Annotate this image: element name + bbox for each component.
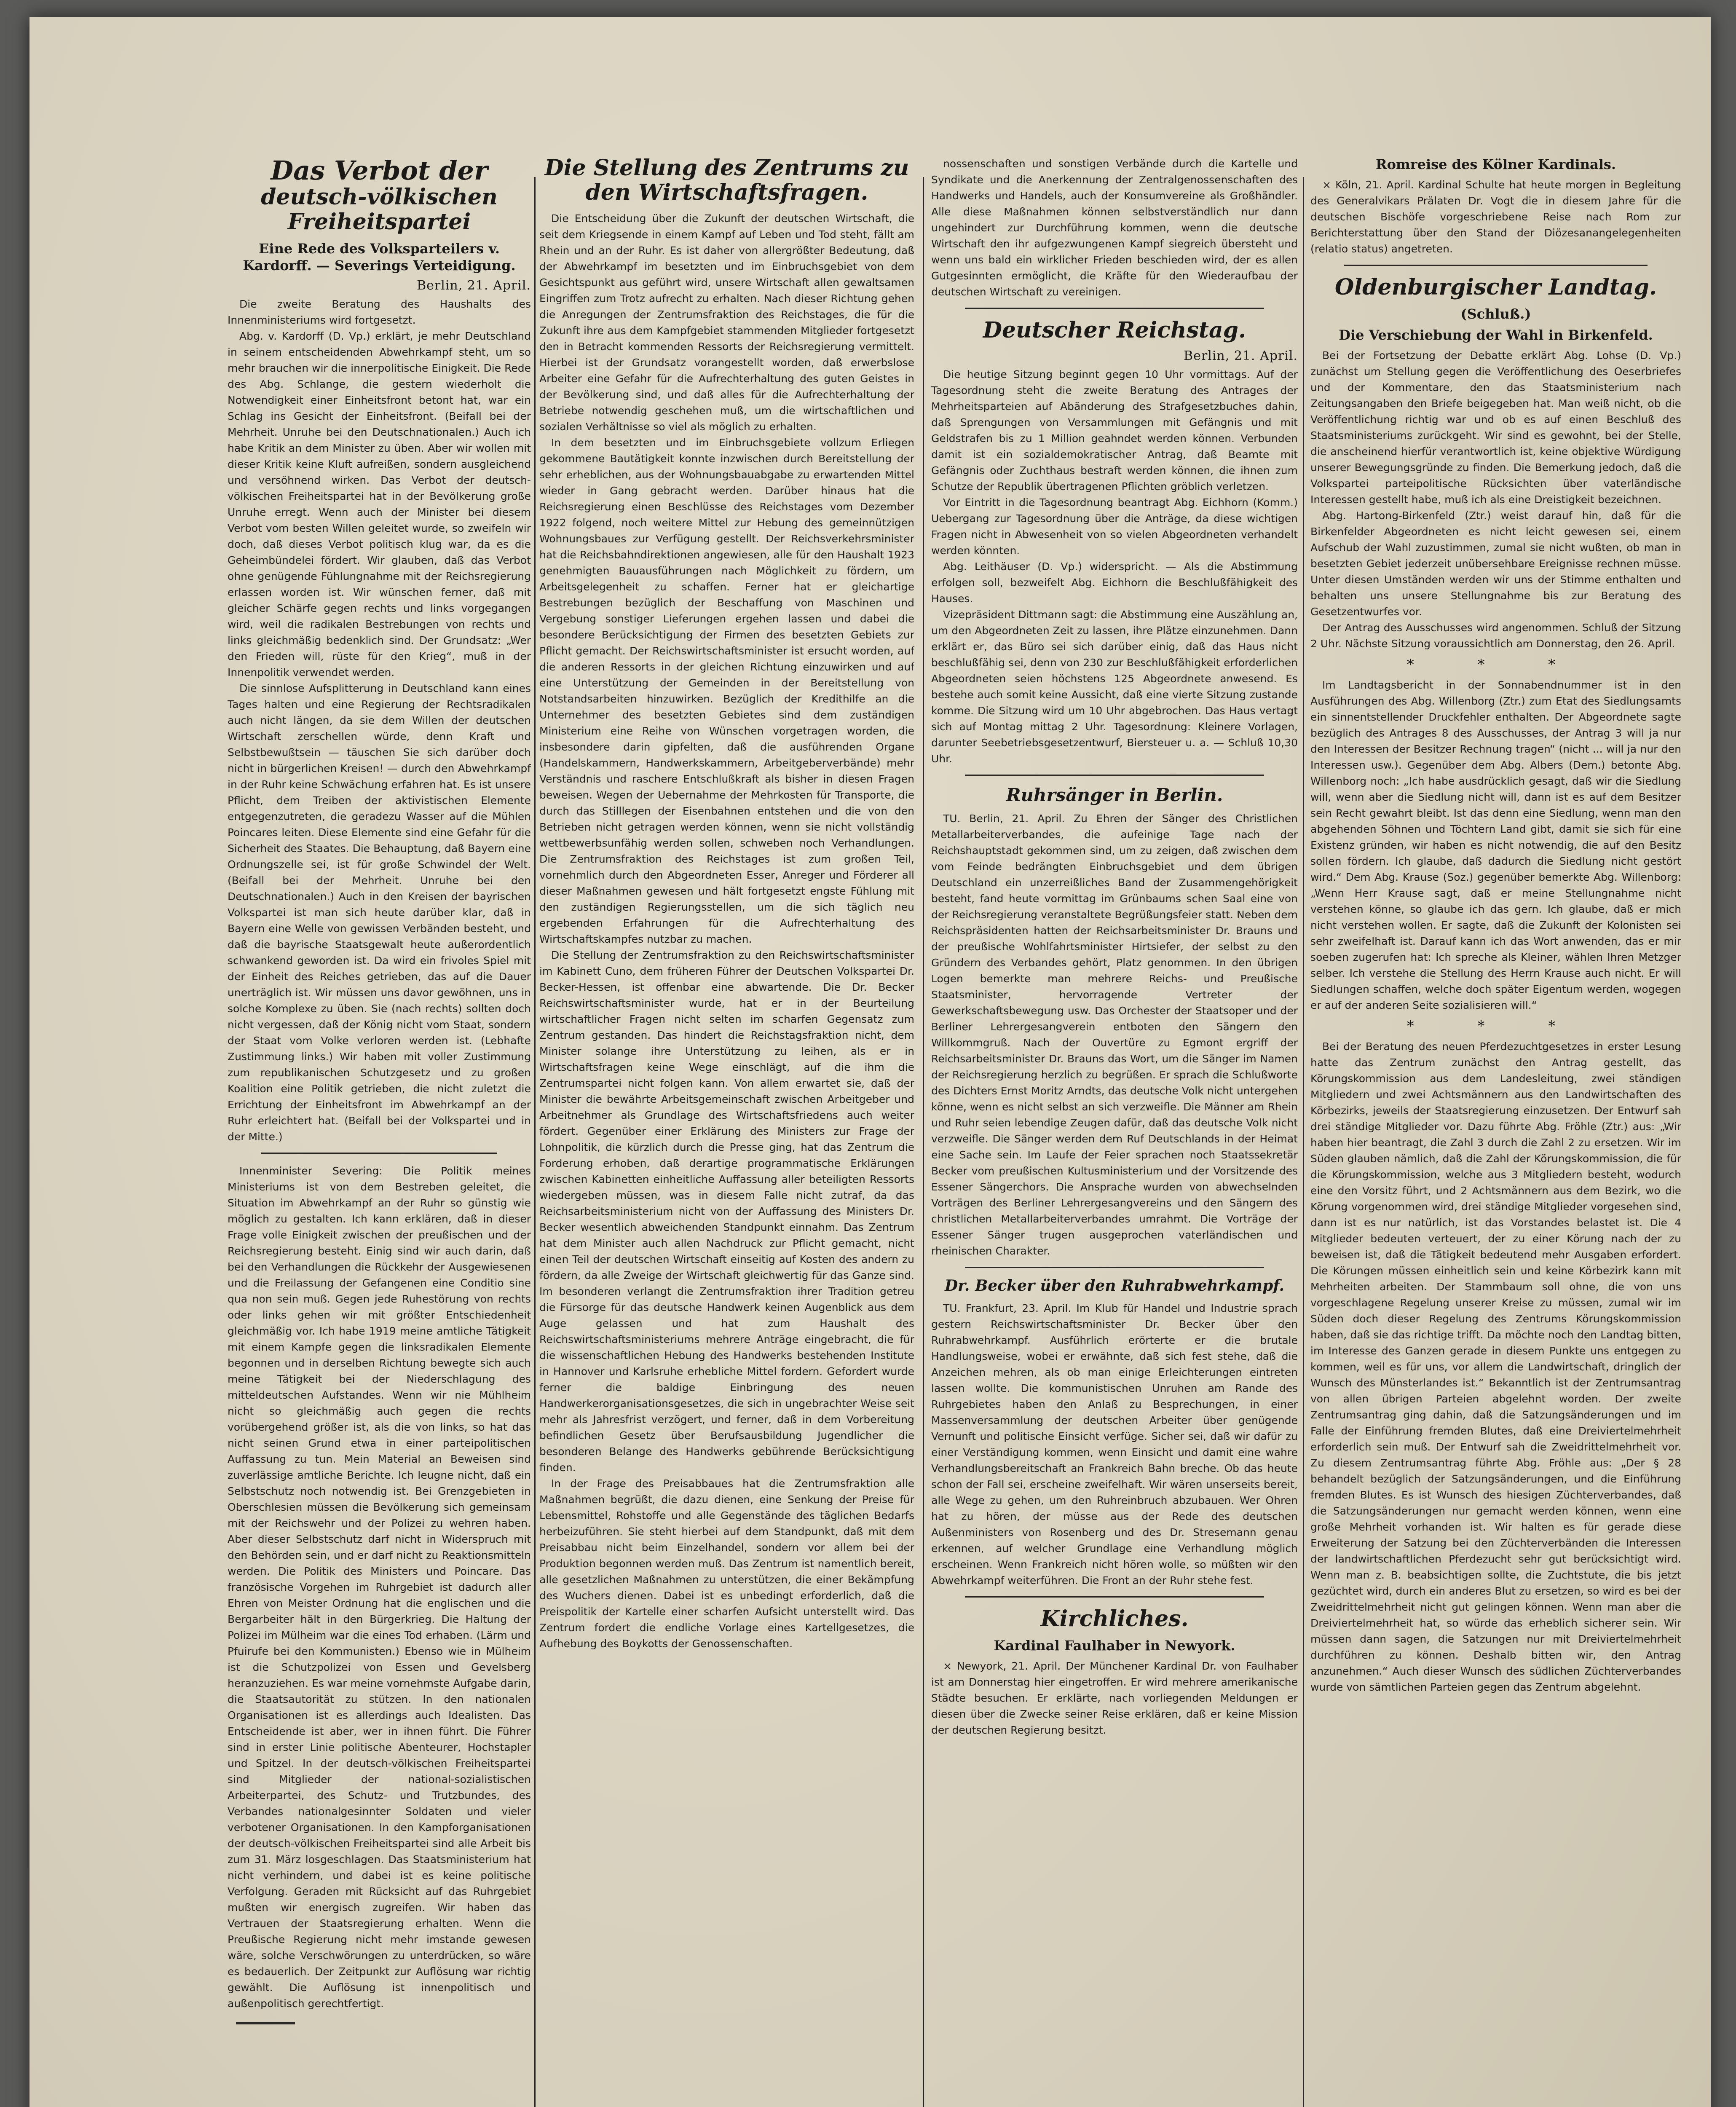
article-body — [931, 367, 1298, 767]
divider — [965, 1596, 1264, 1598]
article-subtitle: Die Verschiebung der Wahl in Birkenfeld. — [1339, 327, 1653, 343]
paragraph: In der Frage des Preisabbaues hat die Zentrumsfraktion alle Maßnahmen begrüßt, die dazu dienen, eine Senkung der Preise für Lebensmittel, Rohstoffe und alle Gegenstände des täglichen Bedarfs herbeizuführen. Sie steht hierbei auf dem Standpunkt, daß mit dem Preisabbau nicht beim Einzelhandel, sondern vor allem bei der Produktion begonnen werden muß. Das Zentrum ist namentlich bereit, alle gesetzlichen Maßnahmen zu unterstützen, die einer Bekämpfung des Wuchers dienen. Dabei ist es unbedingt erforderlich, daß die Preispolitik der Kartelle einer scharfen Aufsicht unterstellt wird. Das Zentrum fordert die endliche Vorlage eines Kartellgesetzes, die Aufhebung des Boykotts der Genossenschaften. — [539, 1477, 914, 1650]
dateline: Berlin, 21. April. — [417, 278, 531, 293]
article — [931, 785, 1298, 1259]
article-body — [539, 211, 914, 1652]
article-headline: Deutscher Reichstag. — [983, 317, 1246, 343]
divider — [236, 2022, 295, 2024]
divider — [1344, 265, 1648, 266]
paragraph: Vor Eintritt in die Tagesordnung beantragt Abg. Eichhorn (Komm.) Uebergang zur Tagesordnung über die Anträge, da diese wichtigen Fragen nicht in Abwesenheit von so vielen Abgeordneten verhandelt werden könnten. — [931, 496, 1298, 557]
article — [1310, 275, 1681, 652]
article-body — [1310, 177, 1681, 257]
article-headline — [539, 156, 914, 205]
column-rule — [923, 177, 924, 2107]
article-continuation — [931, 156, 1298, 300]
article — [931, 1607, 1298, 1738]
paragraph: Der Antrag des Ausschusses wird angenommen. Schluß der Sitzung 2 Uhr. Nächste Sitzung voraussichtlich am Donnerstag, den 26. April. — [1310, 622, 1681, 650]
divider — [965, 775, 1264, 776]
article — [1310, 156, 1681, 257]
column-rule — [534, 177, 536, 2107]
newspaper-page — [29, 17, 1711, 2107]
paragraph: × Köln, 21. April. Kardinal Schulte hat heute morgen in Begleitung des Generalvikars Prälaten Dr. Vogt die in diesem Jahre für die deutschen Bischöfe vorgeschriebene Reise nach Rom zur Berichterstattung über den Stand der Diözesanangelegenheiten (relatio status) angetreten. — [1310, 179, 1681, 255]
article — [931, 1277, 1298, 1588]
paragraph: Die Entscheidung über die Zukunft der deutschen Wirtschaft, die seit dem Kriegsende in einem Kampf auf Leben und Tod steht, fällt am Rhein und an der Ruhr. Es ist daher von allergrößter Bedeutung, daß der Abwehrkampf im besetzten und im Einbruchsgebiet von dem Gesichtspunkt aus geführt wird, unsere Wirtschaft allen gewaltsamen Eingriffen zum Trotz aufrecht zu erhalten. Nach dieser Richtung gehen die Anregungen der Zentrumsfraktion des Reichstages, die für die Zukunft ihre aus dem Kampfgebiet stammenden Mitglieder fortgesetzt den in Betracht kommenden Ressorts der Reichsregierung vermittelt. Hierbei ist der Grundsatz vorangestellt worden, daß erwerbslose Arbeiter eine Gefahr für die Aufrechterhaltung des guten Geistes in der Bevölkerung sind, und daß alles für die Aufrechterhaltung der Betriebe notwendig geschehen muß, um die wirtschaftlichen und sozialen Verhältnisse so viel als möglich zu erhalten. — [539, 212, 914, 433]
article-body — [931, 1658, 1298, 1738]
paragraph: Im Landtagsbericht in der Sonnabendnummer ist in den Ausführungen des Abg. Willenborg (Ztr.) zum Etat des Siedlungsamts ein sinnentstellender Druckfehler enthalten. Der Abgeordnete sagte bezüglich des Antrages 8 des Ausschusses, der Antrag 3 will ja nur den Interessen der Besitzer Rechnung tragen“ (nicht ... will ja nur den Interessen usw.). Gegenüber dem Abg. Albers (Dem.) betonte Abg. Willenborg noch: „Ich habe ausdrücklich gesagt, daß wir die Siedlung will, wenn aber die Siedlung nicht will, dann ist es auf dem Besitzer sein Recht gewahrt bleibt. Ist das denn eine Siedlung, wenn man den abgehenden Söhnen und Töchtern Land gibt, damit sie sich für eine Existenz gründen, wir haben es nicht notwendig, die auf den Besitz sollen fördern. Ich glaube, daß dadurch die Siedlung nicht gestört wird.“ Dem Abg. Krause (Soz.) gegenüber bemerkte Abg. Willenborg: „Wenn Herr Krause sagt, daß er meine Stellungnahme nicht verstehen könne, so glaube ich das gern. Ich glaube, daß er mich nicht verstehen wollen. Er sagte, daß die Zukunft der Kolonisten sei sehr zweifelhaft ist. Darauf kann ich das Wort anwenden, das er mir soeben zugerufen hat: Ich spreche als Kleiner, wählen Ihren Metzger selber. Ich verstehe die Stellung des Herrn Krause auch nicht. Er will Siedlungen schaffen, welche doch später Eigentum werden, wogegen er auf der anderen Seite sozialisieren will.“ — [1310, 679, 1681, 1012]
article-headline: Oldenburgischer Landtag. — [1335, 274, 1657, 300]
section-stars: * * * — [1406, 656, 1585, 673]
article — [228, 156, 531, 2024]
article-headline — [228, 156, 531, 234]
article-body — [931, 811, 1298, 1259]
headline-line: Die Stellung des Zentrums zu — [544, 156, 909, 181]
article-headline: Dr. Becker über den Ruhrabwehrkampf. — [944, 1277, 1285, 1295]
dateline: Berlin, 21. April. — [1184, 348, 1298, 364]
article-body — [1310, 348, 1681, 652]
article-subtitle: (Schluß.) — [1460, 306, 1531, 322]
column-2 — [539, 156, 914, 2107]
article-body — [228, 296, 531, 2012]
headline-line: den Wirtschaftsfragen. — [585, 180, 868, 206]
article-headline: Kirchliches. — [1040, 1606, 1189, 1632]
column-1 — [228, 156, 531, 2107]
article-body — [1310, 677, 1681, 1013]
paragraph: Die heutige Sitzung beginnt gegen 10 Uhr vormittags. Auf der Tagesordnung steht die zweite Beratung des Antrages der Mehrheitsparteien auf Abänderung des Strafgesetzbuches dahin, daß Sprengungen von Versammlungen mit Gefängnis und mit Geldstrafen bis zu 1 Million geahndet werden können. Verbunden damit ist ein sozialdemokratischer Antrag, daß Beamte mit Gefängnis oder Zuchthaus bestraft werden können, die ihnen zum Schutze der Republik übertragenen Pflichten gröblich verletzen. — [931, 368, 1298, 493]
paragraph: Abg. Hartong-Birkenfeld (Ztr.) weist darauf hin, daß für die Birkenfelder Abgeordneten es nicht leicht gewesen sei, einem Aufschub der Wahl zuzustimmen, zumal sie nicht wußten, ob man in besetzten Gebiet jederzeit unübersehbare Ereignisse rechnen müsse. Unter diesen Umständen werden wir uns der Stimme enthalten und behalten uns unsere Stellungnahme bis zur Beratung des Gesetzentwurfes vor. — [1310, 509, 1681, 618]
article-headline: Ruhrsänger in Berlin. — [1006, 785, 1223, 806]
paragraph: Die sinnlose Aufsplitterung in Deutschland kann eines Tages halten und eine Regierung der Rechtsradikalen auch nicht längen, da sie dem Willen der deutschen Wirtschaft zerschellen würde, denn Kraft und Selbstbewußtsein — täuschen Sie sich darüber doch nicht in bürgerlichen Kreisen! — durch den Abwehrkampf in der Ruhr keine Schwächung erfahren hat. Es ist unsere Pflicht, dem Treiben der aktivistischen Elemente entgegenzutreten, die geradezu Wasser auf die Mühlen Poincares leiten. Diese Elemente sind eine Gefahr für die Sicherheit des Staates. Die Behauptung, daß Bayern eine Ordnungszelle sei, ist für große Schwindel der Welt. (Beifall bei der Mehrheit. Unruhe bei den Deutschnationalen.) Auch in den Kreisen der bayrischen Volkspartei ist man sich heute darüber klar, daß in Bayern eine Welle von gewissen Verbänden besteht, und daß die bayrische Staatsgewalt heute außerordentlich schwankend geworden ist. Da wird ein frivoles Spiel mit der Einheit des Reiches getrieben, das auf die Dauer unerträglich ist. Wir müssen uns davor gewöhnen, uns in solche Komplexe zu üben. Sie (nach rechts) sollten doch nicht vergessen, daß der König nicht vom Staat, sondern der Staat vom Volke verloren werden ist. (Lebhafte Zustimmung links.) Wir haben mit voller Zustimmung zum republikanischen Schutzgesetz und zu großen Koalition eine Politik getrieben, die nicht zuletzt die Errichtung der Einheitsfront im Abwehrkampf an der Ruhr erleichtert hat. (Beifall bei der Volkspartei und in der Mitte.) — [228, 682, 531, 1143]
paragraph: Bei der Fortsetzung der Debatte erklärt Abg. Lohse (D. Vp.) zunächst um Stellung gegen die Veröffentlichung des Oeserbriefes und der Kommentare, den das Staatsministerium nach Zeitungsangaben den Briefe beigegeben hat. Man weiß nicht, ob die Veröffentlichung richtig war und ob es auf einen Beschluß des Staatsministeriums zurückgeht. Wir sind es gewohnt, bei der Stelle, die anscheinend hierfür verantwortlich ist, keine objektive Würdigung unserer Bewegungsgründe zu finden. Die Bemerkung jedoch, daß die Volkspartei parteipolitische Rücksichten über vaterländische Interessen gestellt habe, muß ich als eine Dreistigkeit bezeichnen. — [1310, 349, 1681, 506]
divider — [965, 308, 1264, 309]
divider — [261, 1153, 497, 1154]
paragraph: Bei der Beratung des neuen Pferdezuchtgesetzes in erster Lesung hatte das Zentrum zunächst den Antrag gestellt, das Körungskommission aus dem Landesleitung, zwei ständigen Mitgliedern und zwei Achtsmännern aus den Landwirtschaften des Körbezirks, jeweils der Staatsregierung einzusetzen. Der Entwurf sah drei ständige Mitglieder vor. Dazu führte Abg. Fröhle (Ztr.) aus: „Wir haben hier beantragt, die Zahl 3 durch die Zahl 2 zu ersetzen. Wir im Süden glauben nämlich, daß die Zahl der Körungskommission, die für die Körungskommission, welche aus 3 Mitgliedern besteht, wodurch eine den Vorsitz führt, und 2 Achtsmännern aus dem Bezirk, wo die Körung vorgenommen wird, drei ständige Mitglieder vorgesehen sind, dann ist es nur natürlich, ist das Vorstandes belastet ist. Die 4 Mitglieder bedeuten verteuert, der zu einer Körung nach der zu beweisen ist, daß die Tätigkeit bedeutend mehr Ausgaben erfordert. Die Körungen müssen einheitlich sein und keine Körbezirk kann mit Mehrheiten arbeiten. Der Stammbaum soll ohne, die von uns vorgeschlagene Regelung unserer Kreise zu müssen, zumal wir im Süden doch dieser Regelung des Zentrums Körungskommission haben, daß sie das richtige trifft. Da möchte noch den Landtag bitten, im Interesse des Ganzen gerade in diesem Punkte uns entgegen zu kommen, weil es für uns, vor allem die Landwirtschaft, dringlich der Wunsch des Münsterlandes ist.“ Bekanntlich ist der Zentrumsantrag von allen übrigen Parteien abgelehnt worden. Der zweite Zentrumsantrag ging dahin, daß die Satzungsänderungen und im Falle der Einführung fremden Blutes, daß eine Dreiviertelmehrheit erforderlich sein muß. Der Entwurf sah die Zweidrittelmehrheit vor. Zu diesem Zentrumsantrag führte Abg. Fröhle aus: „Der § 28 behandelt bezüglich der Satzungsänderungen, und die Einführung fremden Blutes. Es ist Wunsch des hiesigen Züchterverbandes, daß die Satzungsänderungen nur gemacht werden können, wenn eine große Mehrheit vorhanden ist. Wir halten es für gerade diese Erweiterung der Satzung bei den Züchterverbänden die Interessen der landwirtschaftlichen Pferdezucht sehr gut berücksichtigt wird. Wenn man z. B. beabsichtigen sollte, die Zuchtstute, die bis jetzt gezüchtet wird, durch ein anderes Blut zu ersetzen, so wird es bei der Zweidrittelmehrheit nicht gut gelingen können. Wenn man aber die Dreiviertelmehrheit hat, so würde das erheblich sicherer sein. Wir müssen dann sagen, die Satzungen nur mit Dreiviertelmehrheit durchführen zu können. Deshalb bitten wir, den Antrag anzunehmen.“ Auch dieser Wunsch des südlichen Züchterverbandes wurde von sämtlichen Parteien gegen das Zentrum abgelehnt. — [1310, 1040, 1681, 1694]
section-stars: * * * — [1406, 1018, 1585, 1035]
paragraph: Innenminister Severing: Die Politik meines Ministeriums ist von dem Bestreben geleitet, die Situation im Abwehrkampf an der Ruhr so günstig wie möglich zu gestalten. Ich kann erklären, daß in dieser Frage volle Einigkeit zwischen der preußischen und der Reichsregierung besteht. Einig sind wir auch darin, daß bei den Verhandlungen die Rückkehr der Ausgewiesenen und die Freilassung der Gefangenen eine Conditio sine qua non sein muß. Gegen jede Ruhestörung von rechts oder links gehen wir mit größter Entschiedenheit gleichmäßig vor. Ich habe 1919 meine amtliche Tätigkeit mit einem Kampfe gegen die linksradikalen Elemente begonnen und in derselben Richtung bewegte sich auch meine Tätigkeit bei der Niederschlagung des mitteldeutschen Aufstandes. Wenn wir nie Mühlheim nicht so gleichmäßig auch gegen die rechts vorübergehend größer ist, als die von links, so hat das nicht seinen Grund etwa in einer parteipolitischen Auffassung zu tun. Mein Material an Beweisen sind zuverlässige amtliche Berichte. Ich leugne nicht, daß ein Selbstschutz noch notwendig ist. Bei Grenzgebieten in Oberschlesien müssen die Bevölkerung sich gemeinsam mit der Reichswehr und der Polizei zu wehren haben. Aber dieser Selbstschutz darf nicht in Widerspruch mit den Behörden sein, und er darf nicht zu Reaktionsmitteln werden. Die Politik des Ministers und Poincare. Das französische Vorgehen im Ruhrgebiet ist dadurch aller Ehren von Meister Ordnung hat die englischen und die Bergarbeiter hält in den Bürgerkrieg. Die Haltung der Polizei im Mülheim war die eines Tod erhaben. (Lärm und Pfuirufe bei den Kommunisten.) Ebenso wie in Mülheim ist die Schutzpolizei von Essen und Gevelsberg heranzuziehen. Es war meine vornehmste Aufgabe darin, die Staatsautorität zu stützen. In den nationalen Organisationen ist es allerdings auch Idealisten. Das Entscheidende ist aber, wer in ihnen führt. Die Führer sind in erster Linie politische Abenteurer, Hochstapler und Spitzel. In der deutsch-völkischen Freiheitspartei sind Mitglieder der national-sozialistischen Arbeiterpartei, des Schutz- und Trutzbundes, des Verbandes nationalgesinnter Soldaten und vieler verbotener Organisationen. In den Kampforganisationen der deutsch-völkischen Freiheitspartei sind alle Arbeit bis zum 31. März losgeschlagen. Das Staatsministerium hat nicht verhindern, und dabei ist es keine politische Verfolgung. Geraden mit Rücksicht auf das Ruhrgebiet mußten wir energisch zugreifen. Wir haben das Vertrauen der Staatsregierung erhalten. Wenn die Preußische Regierung nicht mehr imstande gewesen wäre, solche Verschwörungen zu unterdrücken, so wäre es bedauerlich. Der Zeitpunkt zur Auflösung war richtig gewählt. Die Auflösung ist innenpolitisch und außenpolitisch gerechtfertigt. — [228, 1164, 531, 2010]
paragraph: nossenschaften und sonstigen Verbände durch die Kartelle und Syndikate und die Anerkennung der Zentralgenossenschaften des Handwerks und Handels, auch der Konsumvereine als Großhändler. Alle diese Maßnahmen können selbstverständlich nur dann ungehindert zur Durchführung kommen, wenn die deutsche Wirtschaft den ihr aufgezwungenen Kampf siegreich übersteht und wenn uns bald ein wirklicher Frieden beschieden wird, der es allen Gutgesinnten ermöglicht, die Kräfte für den Wiederaufbau der deutschen Wirtschaft zu vereinigen. — [931, 158, 1298, 298]
headline-line: deutsch-völkischen Freiheitspartei — [261, 184, 498, 235]
paragraph: Abg. v. Kardorff (D. Vp.) erklärt, je mehr Deutschland in seinem entscheidenden Abwehrkampf steht, um so mehr brauchen wir die innerpolitische Einigkeit. Die Rede des Abg. Schlange, die gestern wiederholt die Notwendigkeit einer Einheitsfront betont hat, war ein Schlag ins Gesicht der Einheitsfront. (Beifall bei der Mehrheit. Unruhe bei den Deutschnationalen.) Auch ich habe Kritik an dem Minister zu üben. Aber wir wollen mit dieser Kritik keine Kluft aufreißen, sondern ausgleichend und versöhnend wirken. Das Verbot der deutsch-völkischen Freiheitspartei hat in der Bevölkerung große Unruhe erregt. Wenn auch der Minister bei diesem Verbot vom besten Willen geleitet wurde, so zweifeln wir doch, daß dieses Verbot politisch klug war, da es die Geheimbündelei fördert. Wir glauben, daß das Verbot ohne genügende Fühlungnahme mit der Reichsregierung erlassen worden ist. Wir wünschen ferner, daß mit gleicher Schärfe gegen rechts und links vorgegangen wird, weil die radikalen Bestrebungen von rechts und links gleichmäßig bedenklich sind. Der Grundsatz: „Wer den Frieden will, rüste für den Krieg“, muß in der Innenpolitik verwendet werden. — [228, 330, 531, 678]
paragraph: Vizepräsident Dittmann sagt: die Abstimmung eine Auszählung an, um den Abgeordneten Zeit zu lassen, ihre Plätze einzunehmen. Dann erklärt er, das Büro sei sich darüber einig, daß das Haus nicht beschlußfähig sei, denn von 230 zur Beschlußfähigkeit erforderlichen Abgeordneten seien höchstens 125 Abgeordnete anwesend. Es bestehe auch somit keine Aussicht, daß eine vierte Sitzung zustande komme. Die Sitzung wird um 10 Uhr abgebrochen. Das Haus vertagt sich auf Montag mittag 2 Uhr. Tagesordnung: Kleinere Vorlagen, darunter Seebetriebsgesetzentwurf, Biersteuer u. a. — Schluß 10,30 Uhr. — [931, 609, 1298, 765]
paragraph: TU. Berlin, 21. April. Zu Ehren der Sänger des Christlichen Metallarbeiterverbandes, die aufeinige Tage nach der Reichshauptstadt gekommen sind, um zu zeigen, daß zwischen dem vom Feinde bedrängten Einbruchsgebiet und dem übrigen Deutschland ein unzerreißliches Band der Zusammengehörigkeit besteht, fand heute vormittag im Grünbaums schen Saal eine von der Reichsregierung veranstaltete Begrüßungsfeier statt. Neben dem Reichspräsidenten hatten der Reichsarbeitsminister Dr. Brauns und der preußische Wohlfahrtsminister Hirtsiefer, der selbst zu den Gründern des Verbandes gehört, Platz genommen. In den übrigen Logen bemerkte man mehrere Reichs- und Preußische Staatsminister, hervorragende Vertreter der Gewerkschaftsbewegung usw. Das Orchester der Staatsoper und der Berliner Lehrergesangverein entboten den Sängern den Willkommgruß. Nach der Ouvertüre zu Egmont ergriff der Reichsarbeitsminister Dr. Brauns das Wort, um die Sänger im Namen der Reichsregierung herzlich zu begrüßen. Er sprach die Schlußworte des Dichters Ernst Moritz Arndts, das deutsche Volk nicht untergehen könne, wenn es nicht selbst an sich verzweifle. Die Männer am Rhein und Ruhr seien lebendige Zeugen dafür, daß das deutsche Volk nicht verzweifle. Die Sänger werden dem Ruf Deutschlands in der Heimat eine Sache sein. Im Laufe der Feier sprachen noch Staatssekretär Becker vom preußischen Kultusministerium und der Vorsitzende des Essener Sängerchors. Die Ansprache wurden von abwechselnden Vorträgen des Berliner Lehrergesangvereins und den Sängern des christlichen Metallarbeiterverbandes umrahmt. Die Vorträge der Essener Sänger trugen ausgeprochen vaterländischen und rheinischen Charakter. — [931, 812, 1298, 1257]
article — [931, 318, 1298, 767]
article-body — [1310, 1039, 1681, 1695]
article-subtitle: Romreise des Kölner Kardinals. — [1375, 156, 1616, 172]
column-rule — [1303, 177, 1304, 2107]
paragraph: Die Stellung der Zentrumsfraktion zu den Reichswirtschaftsminister im Kabinett Cuno, dem früheren Führer der Deutschen Volkspartei Dr. Becker-Hessen, ist offenbar eine abwartende. Die Dr. Becker Reichswirtschaftsminister wurde, hat er in der Beurteilung wirtschaftlicher Fragen nicht selten im scharfen Gegensatz zum Zentrum gestanden. Das hindert die Reichstagsfraktion nicht, dem Minister solange ihre Unterstützung zu leihen, als er in Wirtschaftsfragen keine Wege einschlägt, auf die ihm die Zentrumspartei nicht folgen kann. Von allem erwartet sie, daß der Minister die bewährte Arbeitsgemeinschaft zwischen Arbeitgeber und Arbeitnehmer als Grundlage des Wirtschaftsfriedens auch weiter fördert. Gegenüber einer Erklärung des Ministers zur Frage der Lohnpolitik, die kürzlich durch die Presse ging, hat das Zentrum die Forderung erhoben, daß derartige programmatische Erklärungen zwischen Kabinetten einheitliche Auffassung aller beteiligten Ressorts wiedergeben müssen, was in diesem Falle nicht zutraf, da das Reichsarbeitsministerium nicht von der Auffassung des Ministers Dr. Becker wesentlich abweichenden Standpunkt einnahm. Das Zentrum hat dem Minister auch allen Nachdruck zur Pflicht gemacht, nicht einen Teil der deutschen Wirtschaft einseitig auf Kosten des andern zu fördern, da alle Zweige der Wirtschaft gleichwertig für das Ganze sind. Im besonderen verlangt die Zentrumsfraktion ihrer Tradition getreu die Fürsorge für das deutsche Handwerk keinen Augenblick aus dem Auge gelassen und hat zum Haushalt des Reichswirtschaftsministeriums mehrere Anträge eingebracht, die für die wissenschaftlichen Hebung des Handwerks bestehenden Institute in Hannover und Karlsruhe erhebliche Mittel fordern. Gefordert wurde ferner die baldige Einbringung des neuen Handwerkerorganisationsgesetzes, die sich in ungebrachter Weise seit mehr als Jahresfrist verzögert, und ferner, daß in dem Vorbereitung befindlichen Gesetz über Berufsausbildung Jugendlicher die besonderen Belange des Handwerks gebührende Berücksichtigung finden. — [539, 949, 914, 1474]
paragraph: × Newyork, 21. April. Der Münchener Kardinal Dr. von Faulhaber ist am Donnerstag hier eingetroffen. Er wird mehrere amerikanische Städte besuchen. Er erklärte, nach vorliegenden Meldungen er diesen über die Zwecke seiner Reise erklären, daß er keine Mission der deutschen Regierung besitzt. — [931, 1659, 1298, 1736]
column-3 — [931, 156, 1298, 2107]
column-4 — [1310, 156, 1681, 2107]
article-body — [931, 1300, 1298, 1589]
paragraph: Die zweite Beratung des Haushalts des Innenministeriums wird fortgesetzt. — [228, 298, 531, 326]
paragraph: In dem besetzten und im Einbruchsgebiete vollzum Erliegen gekommene Bautätigkeit konnte inzwischen durch Bereitstellung der sehr erheblichen, aus der Wohnungsbauabgabe zu erwartenden Mittel wieder in Gang gebracht werden. Darüber hinaus hat die Reichsregierung einen Beschlüsse des Reichstages vom Dezember 1922 folgend, noch weitere Mittel zur Hebung des gemeinnützigen Wohnungsbaues zur Verfügung gestellt. Der Reichsverkehrsminister hat die Reichsbahndirektionen angewiesen, alle für den Haushalt 1923 genehmigten Bauausführungen nach Möglichkeit zu fördern, um Arbeitsgelegenheit zu schaffen. Ferner hat er gleichartige Bestrebungen bezüglich der Beschaffung von Maschinen und Vergebung sonstiger Lieferungen ergehen lassen und dabei die besondere Berücksichtigung der Firmen des besetzten Gebiets zur Pflicht gemacht. Der Reichswirtschaftsminister ist ersucht worden, auf die anderen Ressorts in der gleichen Richtung einzuwirken und auf eine Unterstützung der Gemeinden in der Bereitstellung von Notstandsarbeiten hinzuwirken. Bezüglich der Kredithilfe an die Unternehmer des besetzten Gebietes sind dem zuständigen Ministerium eine Reihe von Wünschen vorgetragen worden, die insbesondere darin gipfelten, daß die ausführenden Organe (Handelskammern, Handwerkskammern, Arbeitgeberverbände) mehr Verständnis und raschere Entschlußkraft als bisher in diesen Fragen beweisen. Wegen der Uebernahme der Mehrkosten für Transporte, die durch das Stilllegen der Eisenbahnen entstehen und die von den Betrieben nicht getragen werden können, wenn sie nicht vollständig wettbewerbsunfähig werden sollen, schweben noch Verhandlungen. Die Zentrumsfraktion des Reichstages ist zum großen Teil, vornehmlich durch den Abgeordneten Esser, Anreger und Förderer all dieser Maßnahmen gewesen und hält fortgesetzt engste Fühlung mit den zuständigen Regierungsstellen, um die sich täglich neu ergebenden Erfahrungen für die Aufrechterhaltung des Wirtschaftskampfes nutzbar zu machen. — [539, 437, 914, 946]
article-subtitle: Eine Rede des Volksparteilers v. Kardorff. — Severings Verteidigung. — [243, 240, 516, 273]
article-subtitle: Kardinal Faulhaber in Newyork. — [994, 1637, 1235, 1654]
paragraph: TU. Frankfurt, 23. April. Im Klub für Handel und Industrie sprach gestern Reichswirtschaftsminister Dr. Becker über den Ruhrabwehrkampf. Ausführlich erörterte er die brutale Handlungsweise, wobei er erwähnte, daß sich fest stehe, daß die Anzeichen mehren, als ob man einige Erleichterungen eintreten lassen wollte. Die kommunistischen Unruhen am Rande des Ruhrgebietes haben den Anlaß zu Besprechungen, in einer Massenversammlung der deutschen Arbeiter über genügende Vernunft und politische Einsicht verfüge. Sicher sei, daß wir dafür zu einer Verständigung kommen, wenn Einsicht und damit eine wahre Verhandlungsbereitschaft an Frankreich Bahn breche. Ob das heute schon der Fall sei, erscheine zweifelhaft. Wir wären unserseits bereit, alle Wege zu gehen, um den Ruhreinbruch abzubauen. Wer Ohren hat zu hören, der müsse aus der Rede des deutschen Außenministers von Rosenberg und des Dr. Stresemann genau erkennen, auf welcher Grundlage eine Verhandlung möglich erscheinen. Wenn Frankreich nicht hören wolle, so müßten wir den Abwehrkampf weiterführen. Die Front an der Ruhr stehe fest. — [931, 1302, 1298, 1587]
paragraph: Abg. Leithäuser (D. Vp.) widerspricht. — Als die Abstimmung erfolgen soll, bezweifelt Abg. Eichhorn die Beschlußfähigkeit des Hauses. — [931, 560, 1298, 605]
headline-line: Das Verbot der — [271, 156, 488, 186]
article — [539, 156, 914, 1652]
divider — [965, 1267, 1264, 1268]
